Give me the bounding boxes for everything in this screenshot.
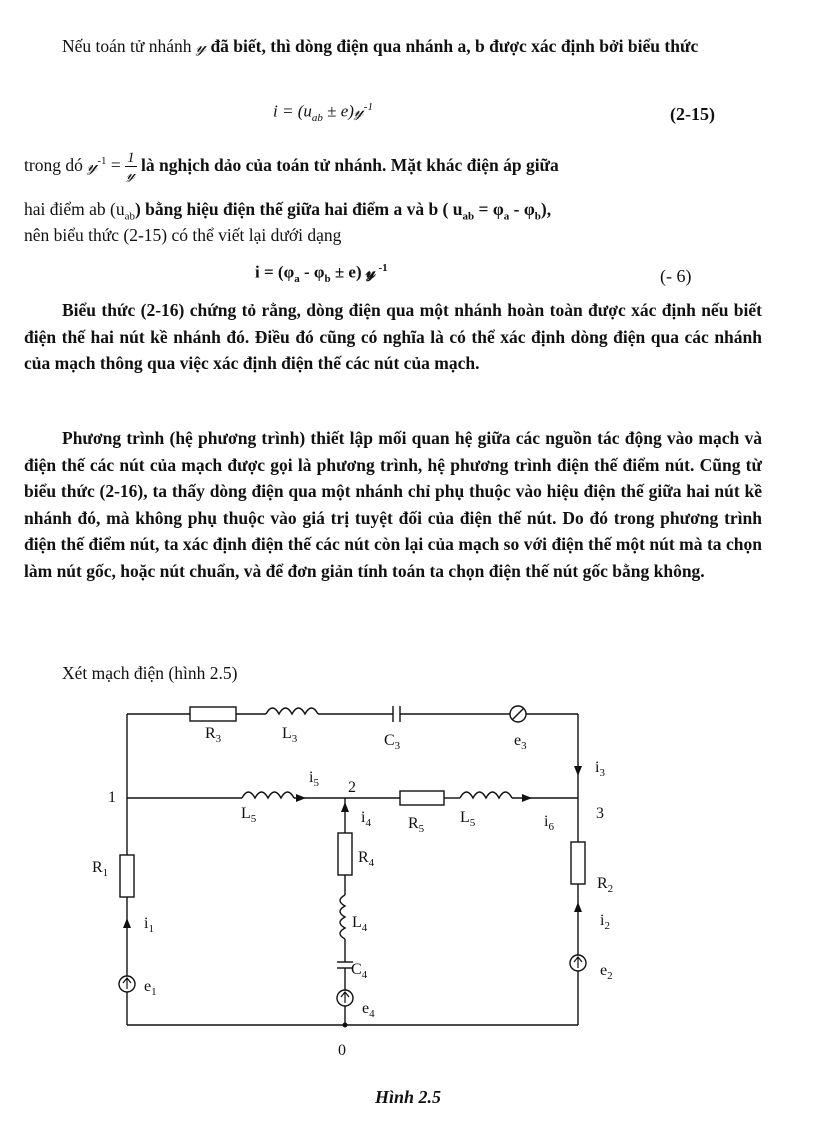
equation-2-15: $i = (u_{ab}$ ± e)𝓎$^{-1}$	[273, 101, 373, 125]
arrow-i3	[574, 766, 582, 776]
label-r1: $R_1$	[92, 859, 109, 879]
label-e2: $e_2$	[600, 962, 613, 982]
resistor-r1	[120, 855, 134, 897]
label-node-3: 3	[596, 805, 604, 822]
equation-2-16: $i = (\varphi_a - \varphi_b \pm e)$ 𝓎 $^{-1}$	[255, 262, 388, 286]
paragraph-3: hai điểm ab $(u_{ab})$ bằng hiệu điện thế giữa hai điểm a và b ( $u_{ab} = \varphi_a - \varphi_b$),	[24, 199, 552, 223]
label-c4: $C_4$	[351, 961, 368, 981]
equation-number-2-15: (2-15)	[670, 104, 715, 124]
label-r5: $R_5$	[408, 815, 425, 835]
paragraph-6: Phương trình (hệ phương trình) thiết lập mối quan hệ giữa các nguồn tác động vào mạch và điện thế các nút của mạch được gọi là phương trình, hệ phương trình điện thế điểm nút. Cũng từ biểu thức (2-16), ta thấy dòng điện qua một nhánh chỉ phụ thuộc vào hiệu điện thế giữa hai nút kề nhánh đó, mà không phụ thuộc vào giá trị tuyệt đối của điện thế nút. Do đó trong phương trình điện thế điểm nút, ta xác định điện thế các nút còn lại của mạch so với điện thế một nút mà ta chọn làm nút gốc, hoặc nút chuẩn, và để đơn giản tính toán ta chọn điện thế nút gốc bằng không.	[24, 428, 762, 581]
label-r3: $R_3$	[205, 725, 222, 745]
label-node-1: 1	[108, 789, 116, 806]
paragraph-5: Biểu thức (2-16) chứng tỏ rằng, dòng điện qua một nhánh hoàn toàn được xác định nếu biết điện thế hai nút kề nhánh đó. Điều đó cũng có nghĩa là có thể xác định dòng điện qua các nhánh của mạch thông qua việc xác định điện thế các nút của mạch.	[24, 300, 762, 373]
fraction: $\frac{1}{\text{𝓎}}$	[126, 150, 136, 184]
node-0	[343, 1023, 348, 1028]
label-r2: $R_2$	[597, 875, 614, 895]
paragraph-1: Nếu toán tử nhánh 𝓎 đã biết, thì dòng điện qua nhánh a, b được xác định bởi biểu thức	[62, 36, 699, 56]
resistor-r5	[400, 791, 444, 805]
label-i6: $i_6$	[544, 813, 554, 833]
inductor-l5-right	[460, 792, 512, 798]
inductor-l3	[266, 708, 318, 714]
paragraph-4: nên biểu thức (2-15) có thể viết lại dưới dạng	[24, 225, 342, 245]
resistor-r2	[571, 842, 585, 884]
label-l5-left: $L_5$	[241, 805, 257, 825]
label-i3: $i_3$	[595, 759, 605, 779]
label-e4: $e_4$	[362, 1000, 375, 1020]
label-node-0: 0	[338, 1042, 346, 1059]
inductor-l4	[340, 895, 345, 939]
label-i2: $i_2$	[600, 912, 610, 932]
equation-number-2-16: (- 6)	[660, 266, 692, 286]
label-i4: $i_4$	[361, 809, 371, 829]
label-i5: $i_5$	[309, 769, 319, 789]
label-i1: $i_1$	[144, 915, 154, 935]
paragraph-2: trong dó 𝓎$^{-1}$ = $\frac{1}{\text{𝓎}}$ là nghịch dảo của toán tử nhánh. Mặt khác điện áp giữa	[24, 150, 559, 184]
arrow-i2	[574, 902, 582, 912]
paragraph-7: Xét mạch điện (hình 2.5)	[62, 663, 238, 683]
label-l3: $L_3$	[282, 725, 298, 745]
label-l5-right: $L_5$	[460, 809, 476, 829]
label-e1: $e_1$	[144, 978, 157, 998]
resistor-r3	[190, 707, 236, 721]
figure-caption: Hình 2.5	[374, 1087, 442, 1107]
arrow-i5	[296, 794, 306, 802]
label-r4: $R_4$	[358, 849, 375, 869]
arrow-i1	[123, 918, 131, 928]
label-l4: $L_4$	[352, 914, 368, 934]
label-c3: $C_3$	[384, 732, 401, 752]
label-node-2: 2	[348, 779, 356, 796]
resistor-r4	[338, 833, 352, 875]
label-e3: $e_3$	[514, 732, 527, 752]
arrow-i4	[341, 802, 349, 812]
inductor-l5-left	[242, 792, 294, 798]
arrow-i6	[522, 794, 532, 802]
